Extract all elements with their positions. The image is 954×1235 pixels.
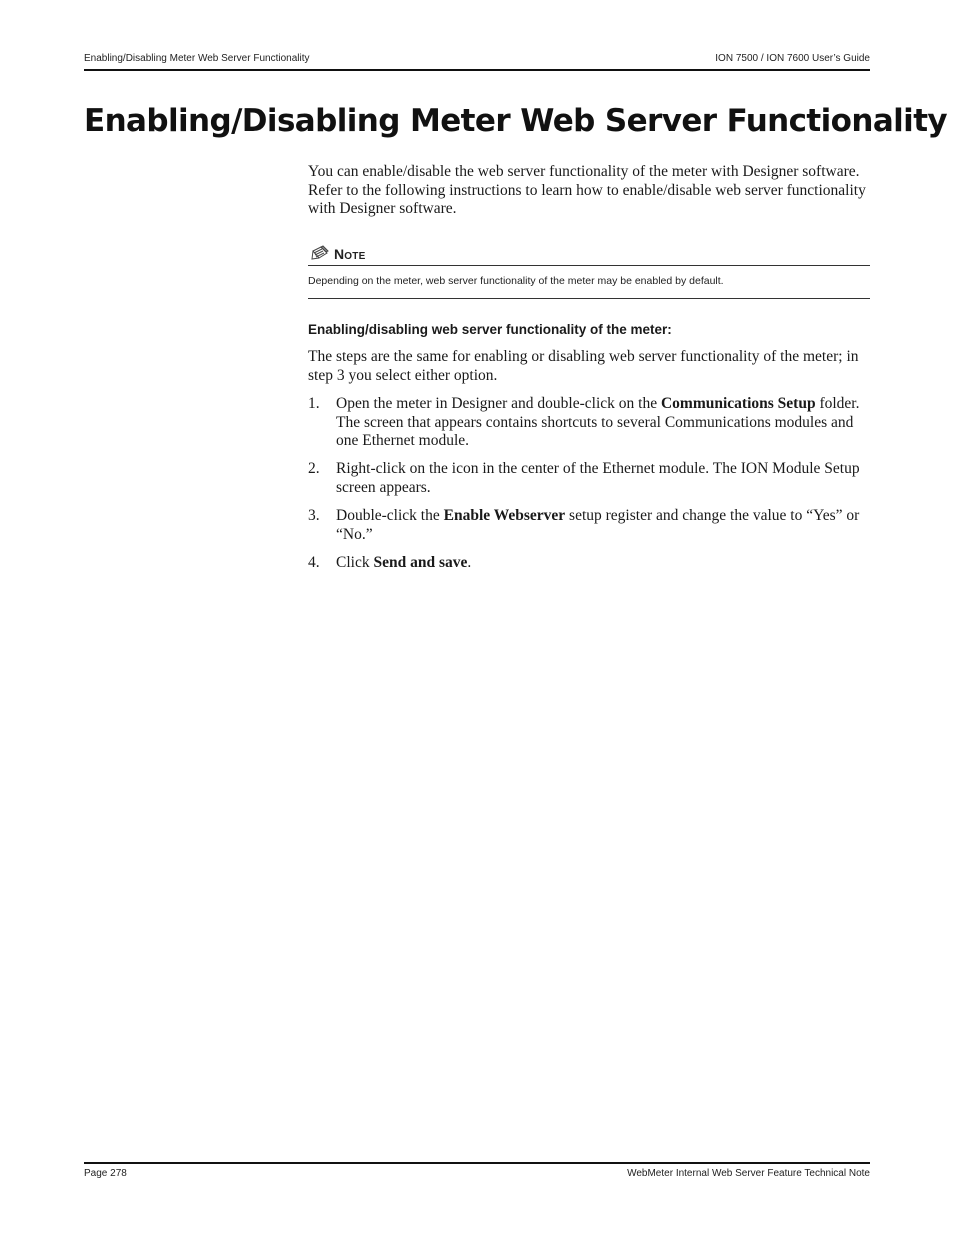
- procedure-heading: Enabling/disabling web server functionality of the meter:: [308, 322, 672, 337]
- note-label: Note: [334, 246, 366, 262]
- procedure-intro: The steps are the same for enabling or disabling web server functionality of the meter; in step 3 you select either option.: [308, 348, 859, 384]
- step-number: 2.: [308, 460, 320, 477]
- step-text: [336, 395, 870, 451]
- step-text: [336, 507, 870, 544]
- step-text-after: setup register and change the value to “Yes” or “No.”: [336, 507, 860, 543]
- pencil-note-icon: [310, 243, 330, 263]
- footer-page-number: Page 278: [84, 1168, 127, 1179]
- note-header: [308, 241, 870, 266]
- step-text-before: Double-click the: [336, 507, 444, 524]
- step-number: 3.: [308, 507, 320, 524]
- step-text-bold: Communications Setup: [660, 395, 816, 412]
- step-text-before: Open the meter in Designer and double-click on the: [336, 395, 661, 412]
- header-rule: [84, 69, 870, 71]
- step-number: 1.: [308, 395, 320, 412]
- step-number: 4.: [308, 554, 320, 571]
- step-text: [336, 554, 870, 573]
- step-text-before: Click: [336, 554, 374, 571]
- intro-paragraph: You can enable/disable the web server functionality of the meter with Designer software. Refer to the following instructions to learn how to enable/disable web server functionality with Designer software.: [308, 163, 866, 218]
- step-text-bold: Enable Webserver: [443, 507, 566, 524]
- step-text-after: .: [467, 554, 472, 571]
- header-section-title: Enabling/Disabling Meter Web Server Functionality: [84, 53, 310, 64]
- note-text: Depending on the meter, web server functionality of the meter may be enabled by default.: [308, 275, 724, 287]
- header-guide-title: ION 7500 / ION 7600 User’s Guide: [715, 53, 870, 64]
- step-text: [336, 460, 870, 497]
- note-bottom-rule: [308, 298, 870, 299]
- footer-rule: [84, 1162, 870, 1164]
- footer-doc-title: WebMeter Internal Web Server Feature Technical Note: [627, 1168, 870, 1179]
- step-text-after: folder. The screen that appears contains shortcuts to several Communications modules and one Ethernet module.: [336, 395, 860, 450]
- page-title: Enabling/Disabling Meter Web Server Functionality: [84, 103, 948, 139]
- step-text-before: Right-click on the icon in the center of the Ethernet module. The ION Module Setup screen appears.: [336, 460, 860, 496]
- step-text-bold: Send and save: [373, 554, 468, 571]
